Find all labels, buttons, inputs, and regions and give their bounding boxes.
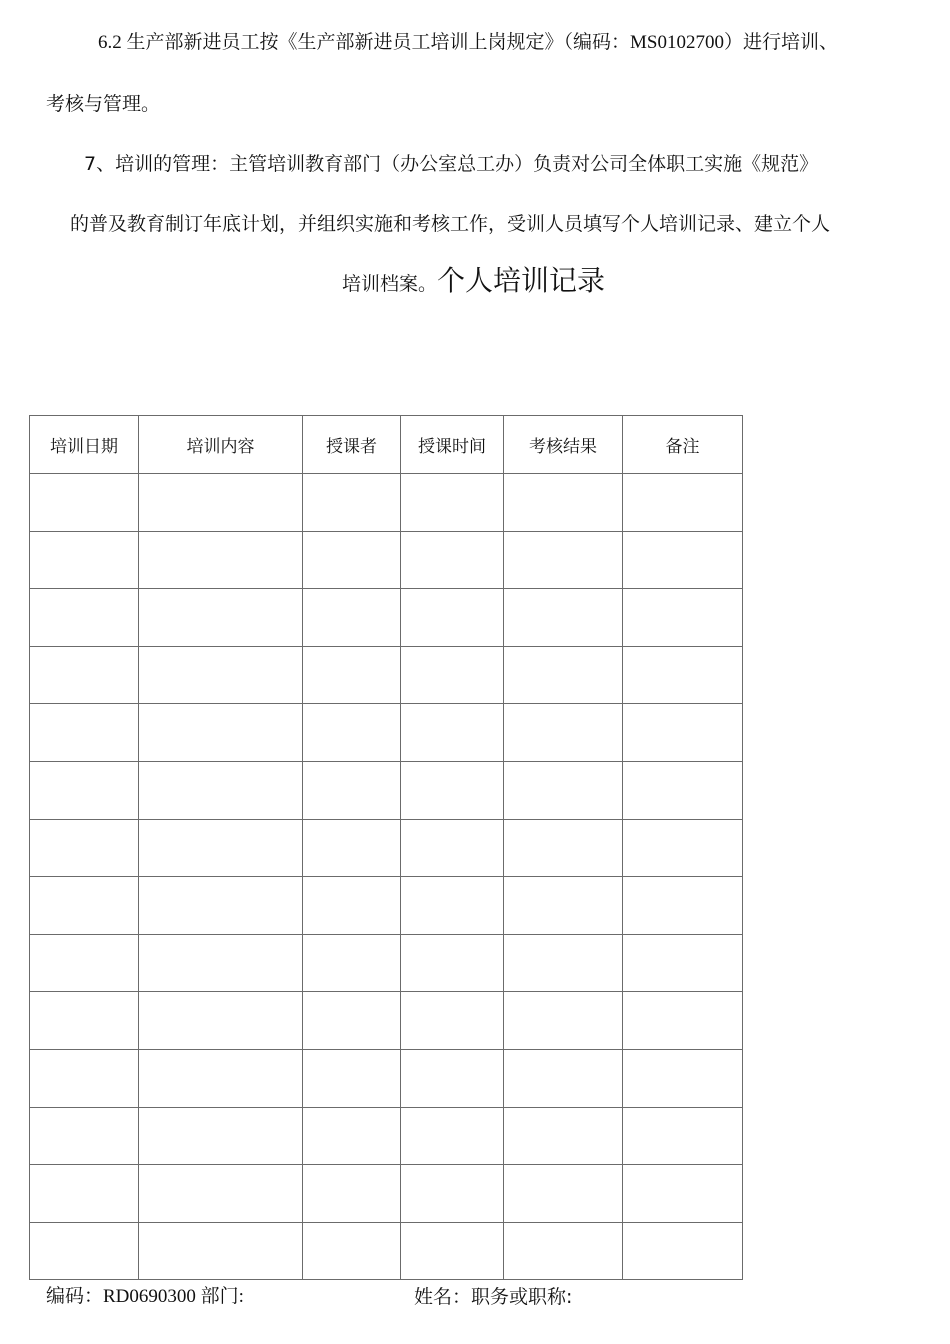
- table-cell: [30, 1107, 139, 1165]
- table-cell: [139, 761, 303, 819]
- table-cell: [139, 531, 303, 589]
- table-cell: [139, 992, 303, 1050]
- table-cell: [139, 819, 303, 877]
- paragraph-6-2: 6.2 生产部新进员工按《生产部新进员工培训上岗规定》（编码：MS0102700）进行培训、: [98, 32, 838, 53]
- table-row: [30, 877, 743, 935]
- table-cell: [303, 819, 401, 877]
- table-cell: [139, 589, 303, 647]
- table-cell: [623, 1049, 743, 1107]
- table-cell: [504, 934, 623, 992]
- table-cell: [139, 646, 303, 704]
- table-cell: [623, 531, 743, 589]
- table-cell: [303, 646, 401, 704]
- paragraph-7-end: [342, 264, 606, 297]
- table-cell: [401, 1107, 504, 1165]
- table-row: [30, 1107, 743, 1165]
- table-cell: [303, 992, 401, 1050]
- table-cell: [303, 761, 401, 819]
- table-cell: [30, 1049, 139, 1107]
- table-cell: [303, 589, 401, 647]
- table-row: [30, 761, 743, 819]
- table-cell: [30, 934, 139, 992]
- table-cell: [401, 819, 504, 877]
- table-cell: [623, 1222, 743, 1280]
- table-cell: [504, 474, 623, 532]
- table-cell: [303, 877, 401, 935]
- table-cell: [139, 934, 303, 992]
- table-cell: [30, 1222, 139, 1280]
- table-cell: [504, 589, 623, 647]
- table-cell: [303, 1165, 401, 1223]
- table-cell: [401, 1049, 504, 1107]
- table-cell: [139, 704, 303, 762]
- table-cell: [623, 992, 743, 1050]
- table-cell: [303, 1107, 401, 1165]
- table-body: [30, 474, 743, 1280]
- table-cell: [139, 877, 303, 935]
- table-row: [30, 819, 743, 877]
- table-cell: [623, 1165, 743, 1223]
- table-cell: [30, 531, 139, 589]
- table-cell: [139, 1107, 303, 1165]
- table-cell: [504, 704, 623, 762]
- table-cell: [623, 704, 743, 762]
- table-cell: [623, 877, 743, 935]
- header-assessment-result: 考核结果: [504, 416, 623, 474]
- header-lecturer: 授课者: [303, 416, 401, 474]
- header-lecture-time: 授课时间: [401, 416, 504, 474]
- table-row: [30, 1165, 743, 1223]
- table-cell: [303, 704, 401, 762]
- table-cell: [504, 531, 623, 589]
- table-cell: [30, 704, 139, 762]
- table-row: [30, 992, 743, 1050]
- table-row: [30, 474, 743, 532]
- table-cell: [30, 819, 139, 877]
- training-record-table: [29, 415, 743, 1280]
- table-cell: [30, 877, 139, 935]
- table-cell: [30, 589, 139, 647]
- footer-name-title: 姓名：职务或职称:: [414, 1286, 573, 1308]
- table-row: [30, 646, 743, 704]
- table-cell: [139, 1049, 303, 1107]
- table-cell: [30, 761, 139, 819]
- table-cell: [504, 646, 623, 704]
- table-cell: [504, 877, 623, 935]
- table-cell: [401, 474, 504, 532]
- table-cell: [623, 474, 743, 532]
- table-row: [30, 531, 743, 589]
- table-cell: [30, 1165, 139, 1223]
- paragraph-6-2-continuation: 考核与管理。: [46, 93, 161, 115]
- table-cell: [303, 531, 401, 589]
- table-cell: [623, 934, 743, 992]
- table-cell: [623, 1107, 743, 1165]
- table-row: [30, 704, 743, 762]
- table-row: [30, 934, 743, 992]
- table-cell: [303, 1222, 401, 1280]
- header-training-content: 培训内容: [139, 416, 303, 474]
- paragraph-7-continuation: 的普及教育制订年底计划，并组织实施和考核工作，受训人员填写个人培训记录、建立个人: [70, 213, 831, 235]
- table-cell: [303, 1049, 401, 1107]
- table-row: [30, 1049, 743, 1107]
- table-cell: [504, 992, 623, 1050]
- header-remarks: 备注: [623, 416, 743, 474]
- paragraph-7-end-text: 培训档案。: [342, 273, 438, 295]
- table-cell: [303, 934, 401, 992]
- table-cell: [30, 474, 139, 532]
- table-cell: [504, 1107, 623, 1165]
- table-header-row: [30, 416, 743, 474]
- table-cell: [401, 531, 504, 589]
- table-cell: [623, 819, 743, 877]
- table-cell: [504, 819, 623, 877]
- table-cell: [401, 589, 504, 647]
- table-row: [30, 589, 743, 647]
- table-cell: [401, 877, 504, 935]
- table-cell: [401, 934, 504, 992]
- table-cell: [303, 474, 401, 532]
- header-training-date: 培训日期: [30, 416, 139, 474]
- table-cell: [504, 1165, 623, 1223]
- table-cell: [401, 992, 504, 1050]
- table-cell: [401, 1165, 504, 1223]
- table-cell: [623, 646, 743, 704]
- table-cell: [504, 1049, 623, 1107]
- table-cell: [504, 761, 623, 819]
- paragraph-7: 7、培训的管理：主管培训教育部门（办公室总工办）负责对公司全体职工实施《规范》: [84, 153, 819, 175]
- table-cell: [401, 646, 504, 704]
- table-cell: [139, 1165, 303, 1223]
- table-cell: [623, 589, 743, 647]
- table-cell: [401, 1222, 504, 1280]
- table-cell: [401, 761, 504, 819]
- table-cell: [504, 1222, 623, 1280]
- table-cell: [623, 761, 743, 819]
- table-cell: [30, 646, 139, 704]
- table-cell: [401, 704, 504, 762]
- table-cell: [139, 474, 303, 532]
- table-row: [30, 1222, 743, 1280]
- table-cell: [30, 992, 139, 1050]
- record-title: 个人培训记录: [437, 264, 606, 297]
- table-cell: [139, 1222, 303, 1280]
- footer-code-department: 编码：RD0690300 部门:: [46, 1286, 244, 1307]
